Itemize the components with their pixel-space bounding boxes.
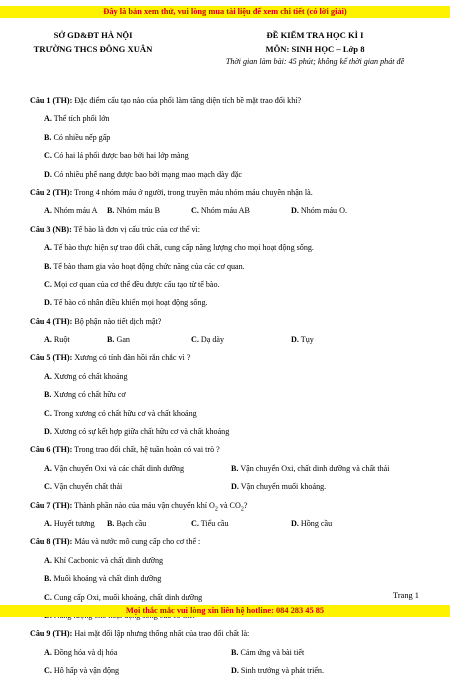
option-letter: D. bbox=[44, 427, 52, 437]
option-text: Vận chuyển muối khoáng. bbox=[240, 482, 327, 492]
question-5 bbox=[30, 349, 435, 441]
option-text: Nhóm máu AB bbox=[200, 206, 250, 216]
option-text: Có nhiều phế nang được bao bởi mạng mao mạch dày đặc bbox=[53, 169, 242, 179]
answer-option-b bbox=[44, 133, 110, 142]
subscript: 2 bbox=[214, 506, 218, 513]
option-text: Sinh trưởng và phát triển. bbox=[240, 666, 324, 676]
option-letter: C. bbox=[44, 482, 52, 492]
answer-option-a bbox=[44, 460, 231, 478]
answer-option-c bbox=[44, 478, 231, 496]
option-text: Vận chuyển chất thải bbox=[53, 482, 123, 492]
option-letter: C. bbox=[44, 666, 52, 676]
option-text: Tế bào thực hiện sự trao đổi chất, cung cấp năng lượng cho mọi hoạt động sống. bbox=[53, 243, 314, 253]
question-stem bbox=[30, 533, 435, 551]
exam-title: ĐỀ KIỂM TRA HỌC KÌ I bbox=[266, 30, 364, 40]
answer-option-a bbox=[44, 556, 163, 565]
option-letter: A. bbox=[44, 114, 52, 124]
answer-option-c bbox=[44, 151, 189, 160]
option-letter: C. bbox=[44, 592, 52, 602]
answer-option-c bbox=[191, 331, 291, 349]
answer-option-c bbox=[44, 662, 231, 680]
question-number: Câu 3 (NB): bbox=[30, 224, 72, 234]
option-text: Huyết tương bbox=[53, 518, 95, 528]
page-number: Trang 1 bbox=[393, 591, 419, 600]
question-text: Hai mặt đối lập nhưng thống nhất của trao đổi chất là: bbox=[74, 629, 250, 639]
question-number: Câu 8 (TH): bbox=[30, 537, 73, 547]
answer-option-a bbox=[44, 515, 107, 533]
bottom-banner: Mọi thắc mắc vui lòng xin liên hệ hotline: 084 283 45 85 bbox=[0, 605, 450, 617]
option-text: Vận chuyển Oxi và các chất dinh dưỡng bbox=[53, 463, 185, 473]
option-letter: A. bbox=[44, 555, 52, 565]
option-letter: A. bbox=[44, 243, 52, 253]
option-text: Dạ dày bbox=[200, 335, 225, 345]
option-text: Xương có chất khoáng bbox=[53, 371, 128, 381]
exam-time-note: Thời gian làm bài: 45 phút; không kể thời gian phát đề bbox=[225, 57, 405, 66]
answer-option-d bbox=[291, 515, 371, 533]
option-text: Có hai lá phổi được bao bởi hai lớp màng bbox=[53, 151, 189, 161]
answer-option-b bbox=[231, 644, 418, 662]
option-letter: B. bbox=[107, 206, 115, 216]
answer-option-c bbox=[44, 409, 197, 418]
answer-option-d bbox=[44, 170, 242, 179]
option-letter: C. bbox=[191, 335, 199, 345]
option-letter: C. bbox=[44, 408, 52, 418]
option-letter: B. bbox=[231, 647, 239, 657]
question-text: Máu và nước mô cung cấp cho cơ thể : bbox=[74, 537, 201, 547]
option-text: Ruột bbox=[53, 335, 70, 345]
option-text: Xương có sự kết hợp giữa chất hữu cơ và chất khoáng bbox=[53, 427, 230, 437]
option-letter: B. bbox=[107, 518, 115, 528]
option-text: Nhóm máu B bbox=[116, 206, 161, 216]
answer-option-a bbox=[44, 202, 107, 220]
answer-option-c bbox=[44, 280, 220, 289]
option-text: Tiểu cầu bbox=[200, 518, 229, 528]
subscript: 2 bbox=[240, 506, 244, 513]
option-text: Thể tích phổi lớn bbox=[53, 114, 110, 124]
option-letter: C. bbox=[44, 151, 52, 161]
option-text: Tế bào tham gia vào hoạt động chức năng của các cơ quan. bbox=[53, 261, 245, 271]
option-text: Xương có chất hữu cơ bbox=[53, 390, 126, 400]
school-name: TRƯỜNG THCS ĐÔNG XUÂN bbox=[33, 43, 153, 54]
question-stem bbox=[30, 92, 435, 110]
option-text: Nhóm máu O. bbox=[300, 206, 347, 216]
option-text: Mọi cơ quan của cơ thể đều được cấu tạo từ tế bào. bbox=[53, 279, 220, 289]
question-text-end: ? bbox=[243, 500, 248, 510]
option-text: Hồng cầu bbox=[300, 518, 333, 528]
question-text: Trong 4 nhóm máu ở người, trong truyền máu nhóm máu chuyên nhận là. bbox=[74, 187, 313, 197]
answer-option-b bbox=[44, 574, 161, 583]
question-stem bbox=[30, 313, 435, 331]
question-number: Câu 5 (TH): bbox=[30, 353, 73, 363]
question-1 bbox=[30, 92, 435, 184]
option-letter: C. bbox=[44, 279, 52, 289]
answer-option-b bbox=[107, 202, 191, 220]
option-text: Vận chuyển Oxi, chất dinh dưỡng và chất thải bbox=[240, 463, 390, 473]
question-number: Câu 6 (TH): bbox=[30, 445, 73, 455]
option-letter: A. bbox=[44, 463, 52, 473]
option-letter: B. bbox=[107, 335, 115, 345]
question-stem bbox=[30, 441, 435, 459]
answer-option-c bbox=[191, 515, 291, 533]
option-text: Tụy bbox=[300, 335, 314, 345]
option-letter: D. bbox=[231, 666, 239, 676]
question-6 bbox=[30, 441, 435, 496]
school-header bbox=[18, 29, 168, 56]
option-letter: A. bbox=[44, 518, 52, 528]
question-number: Câu 4 (TH): bbox=[30, 316, 73, 326]
option-letter: B. bbox=[231, 463, 239, 473]
answer-option-b bbox=[107, 331, 191, 349]
question-text: Tế bào là đơn vị cấu trúc của cơ thể vì: bbox=[73, 224, 201, 234]
question-3 bbox=[30, 221, 435, 313]
answer-option-a bbox=[44, 331, 107, 349]
exam-header bbox=[200, 29, 430, 56]
option-letter: D. bbox=[291, 335, 299, 345]
option-text: Có nhiều nếp gấp bbox=[53, 132, 111, 142]
answer-option-c bbox=[44, 593, 202, 602]
option-letter: C. bbox=[191, 518, 199, 528]
answer-option-d bbox=[231, 478, 418, 496]
exam-subject: MÔN: SINH HỌC – Lớp 8 bbox=[265, 43, 365, 54]
question-stem bbox=[30, 497, 435, 515]
option-text: Khí Cacbonic và chất dinh dưỡng bbox=[53, 555, 164, 565]
option-letter: D. bbox=[44, 169, 52, 179]
answer-option-c bbox=[191, 202, 291, 220]
option-letter: B. bbox=[44, 261, 52, 271]
option-text: Trong xương có chất hữu cơ và chất khoáng bbox=[53, 408, 197, 418]
option-letter: A. bbox=[44, 335, 52, 345]
option-letter: A. bbox=[44, 206, 52, 216]
option-letter: A. bbox=[44, 371, 52, 381]
option-letter: D. bbox=[291, 518, 299, 528]
option-letter: B. bbox=[44, 574, 52, 584]
answer-option-b bbox=[231, 460, 418, 478]
question-text: Đặc điểm cấu tạo nào của phổi làm tăng diện tích bề mặt trao đổi khí? bbox=[74, 96, 302, 105]
option-text: Gan bbox=[116, 335, 130, 345]
option-text: Đồng hóa và dị hóa bbox=[53, 647, 118, 657]
question-9 bbox=[30, 625, 435, 680]
option-letter: B. bbox=[44, 390, 52, 400]
question-2 bbox=[30, 184, 435, 221]
answer-option-d bbox=[231, 662, 418, 680]
option-letter: C. bbox=[191, 206, 199, 216]
answer-option-a bbox=[44, 243, 314, 252]
question-number: Câu 2 (TH): bbox=[30, 187, 73, 197]
answer-option-d bbox=[44, 427, 229, 436]
answer-option-d bbox=[291, 331, 371, 349]
option-letter: D. bbox=[291, 206, 299, 216]
answer-option-d bbox=[44, 298, 208, 307]
department-name: SỞ GD&ĐT HÀ NỘI bbox=[53, 30, 133, 40]
answer-option-b bbox=[107, 515, 191, 533]
option-text: Tế bào có nhân điều khiển mọi hoạt động sống. bbox=[53, 298, 208, 308]
option-letter: D. bbox=[44, 298, 52, 308]
option-text: Cung cấp Oxi, muối khoáng, chất dinh dưỡng bbox=[53, 592, 203, 602]
answer-option-d bbox=[291, 202, 371, 220]
option-text: Cảm ứng và bài tiết bbox=[240, 647, 305, 657]
answer-option-b bbox=[44, 262, 245, 271]
option-text: Muối khoáng và chất dinh dưỡng bbox=[53, 574, 162, 584]
option-letter: A. bbox=[44, 647, 52, 657]
answer-option-a bbox=[44, 644, 231, 662]
question-text: Bộ phận nào tiết dịch mật? bbox=[74, 316, 162, 326]
question-number: Câu 9 (TH): bbox=[30, 629, 73, 639]
answer-option-b bbox=[44, 390, 126, 399]
answer-option-a bbox=[44, 372, 128, 381]
question-stem bbox=[30, 221, 435, 239]
question-list bbox=[30, 92, 435, 681]
question-number: Câu 1 (TH): bbox=[30, 96, 73, 105]
option-letter: D. bbox=[231, 482, 239, 492]
top-banner: Đây là bản xem thử, vui lòng mua tài liệu để xem chi tiết (có lời giải) bbox=[0, 6, 450, 18]
answer-option-a bbox=[44, 114, 110, 123]
question-text: Thành phần nào của máu vận chuyển khí O bbox=[74, 500, 215, 510]
option-text: Nhóm máu A bbox=[53, 206, 98, 216]
question-text: Trong trao đổi chất, hệ tuần hoàn có vai trò ? bbox=[74, 445, 220, 455]
question-stem bbox=[30, 625, 435, 643]
question-text-mid: và CO bbox=[217, 500, 241, 510]
option-text: Hô hấp và vận động bbox=[53, 666, 120, 676]
option-letter: B. bbox=[44, 132, 52, 142]
question-text: Xương có tính đàn hồi rắn chắc vì ? bbox=[74, 353, 191, 363]
option-text: Bạch cầu bbox=[116, 518, 147, 528]
question-7 bbox=[30, 497, 435, 534]
question-number: Câu 7 (TH): bbox=[30, 500, 73, 510]
question-stem bbox=[30, 349, 435, 367]
question-stem bbox=[30, 184, 435, 202]
question-4 bbox=[30, 313, 435, 350]
